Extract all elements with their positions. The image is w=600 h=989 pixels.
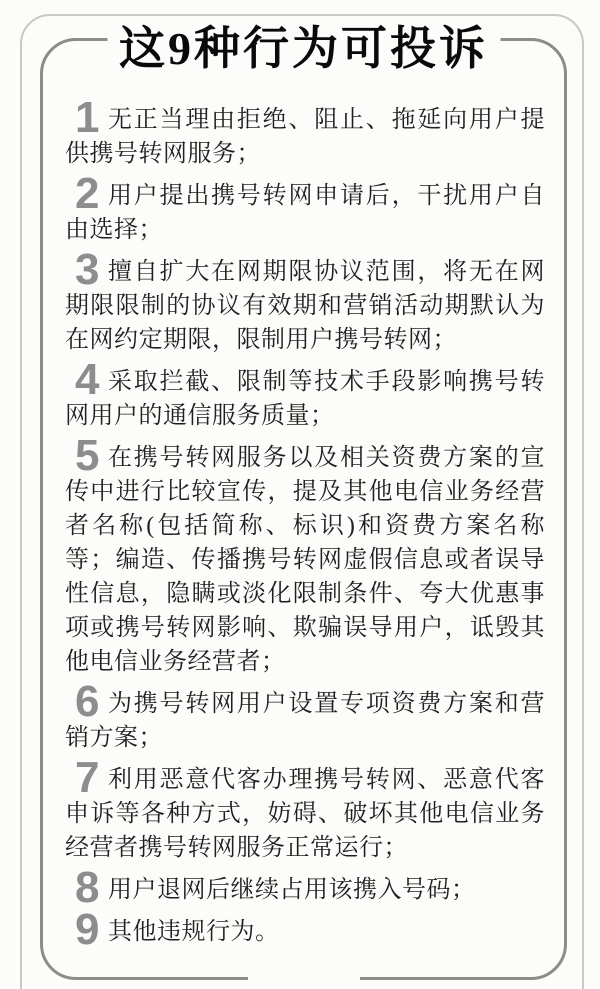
item-number: 2 (75, 169, 100, 218)
item-number: 7 (75, 753, 100, 802)
item-text: 为携号转网用户设置专项资费方案和营销方案； (65, 691, 545, 751)
item-text: 无正当理由拒绝、阻止、拖延向用户提供携号转网服务； (65, 107, 545, 167)
item-number: 4 (75, 355, 100, 404)
list-item (65, 863, 545, 912)
list-item (65, 677, 545, 755)
item-text: 其他违规行为。 (107, 919, 280, 945)
list-item (65, 753, 545, 865)
item-text: 擅自扩大在网期限协议范围，将无在网期限限制的协议有效期和营销活动期默认为在网约定期限，限制用户携号转网； (65, 259, 545, 353)
list-item (65, 355, 545, 433)
item-text: 利用恶意代客办理携号转网、恶意代客申诉等各种方式，妨碍、破坏其他电信业务经营者携号转网服务正常运行； (65, 767, 545, 861)
content-frame (40, 23, 567, 980)
page-title: 这9种行为可投诉 (107, 23, 500, 75)
list-item (65, 169, 545, 247)
list-item (65, 245, 545, 357)
item-number: 9 (75, 905, 100, 954)
bottom-border-gap (248, 975, 360, 981)
item-text: 用户退网后继续占用该携入号码； (107, 877, 476, 903)
complaint-list (43, 41, 564, 954)
list-item (65, 905, 545, 954)
item-text: 用户提出携号转网申请后，干扰用户自由选择； (65, 183, 545, 243)
item-text: 采取拦截、限制等技术手段影响携号转网用户的通信服务质量； (65, 369, 545, 429)
item-number: 8 (75, 863, 100, 912)
list-item (65, 93, 545, 171)
list-item (65, 431, 545, 679)
item-number: 1 (75, 93, 100, 142)
item-text: 在携号转网服务以及相关资费方案的宣传中进行比较宣传，提及其他电信业务经营者名称(包括简称、标识)和资费方案名称等；编造、传播携号转网虚假信息或者误导性信息，隐瞒或淡化限制条件、夸大优惠事项或携号转网影响、欺骗误导用户，诋毁其他电信业务经营者； (65, 445, 545, 675)
item-number: 5 (75, 431, 100, 480)
item-number: 6 (75, 677, 100, 726)
item-number: 3 (75, 245, 100, 294)
